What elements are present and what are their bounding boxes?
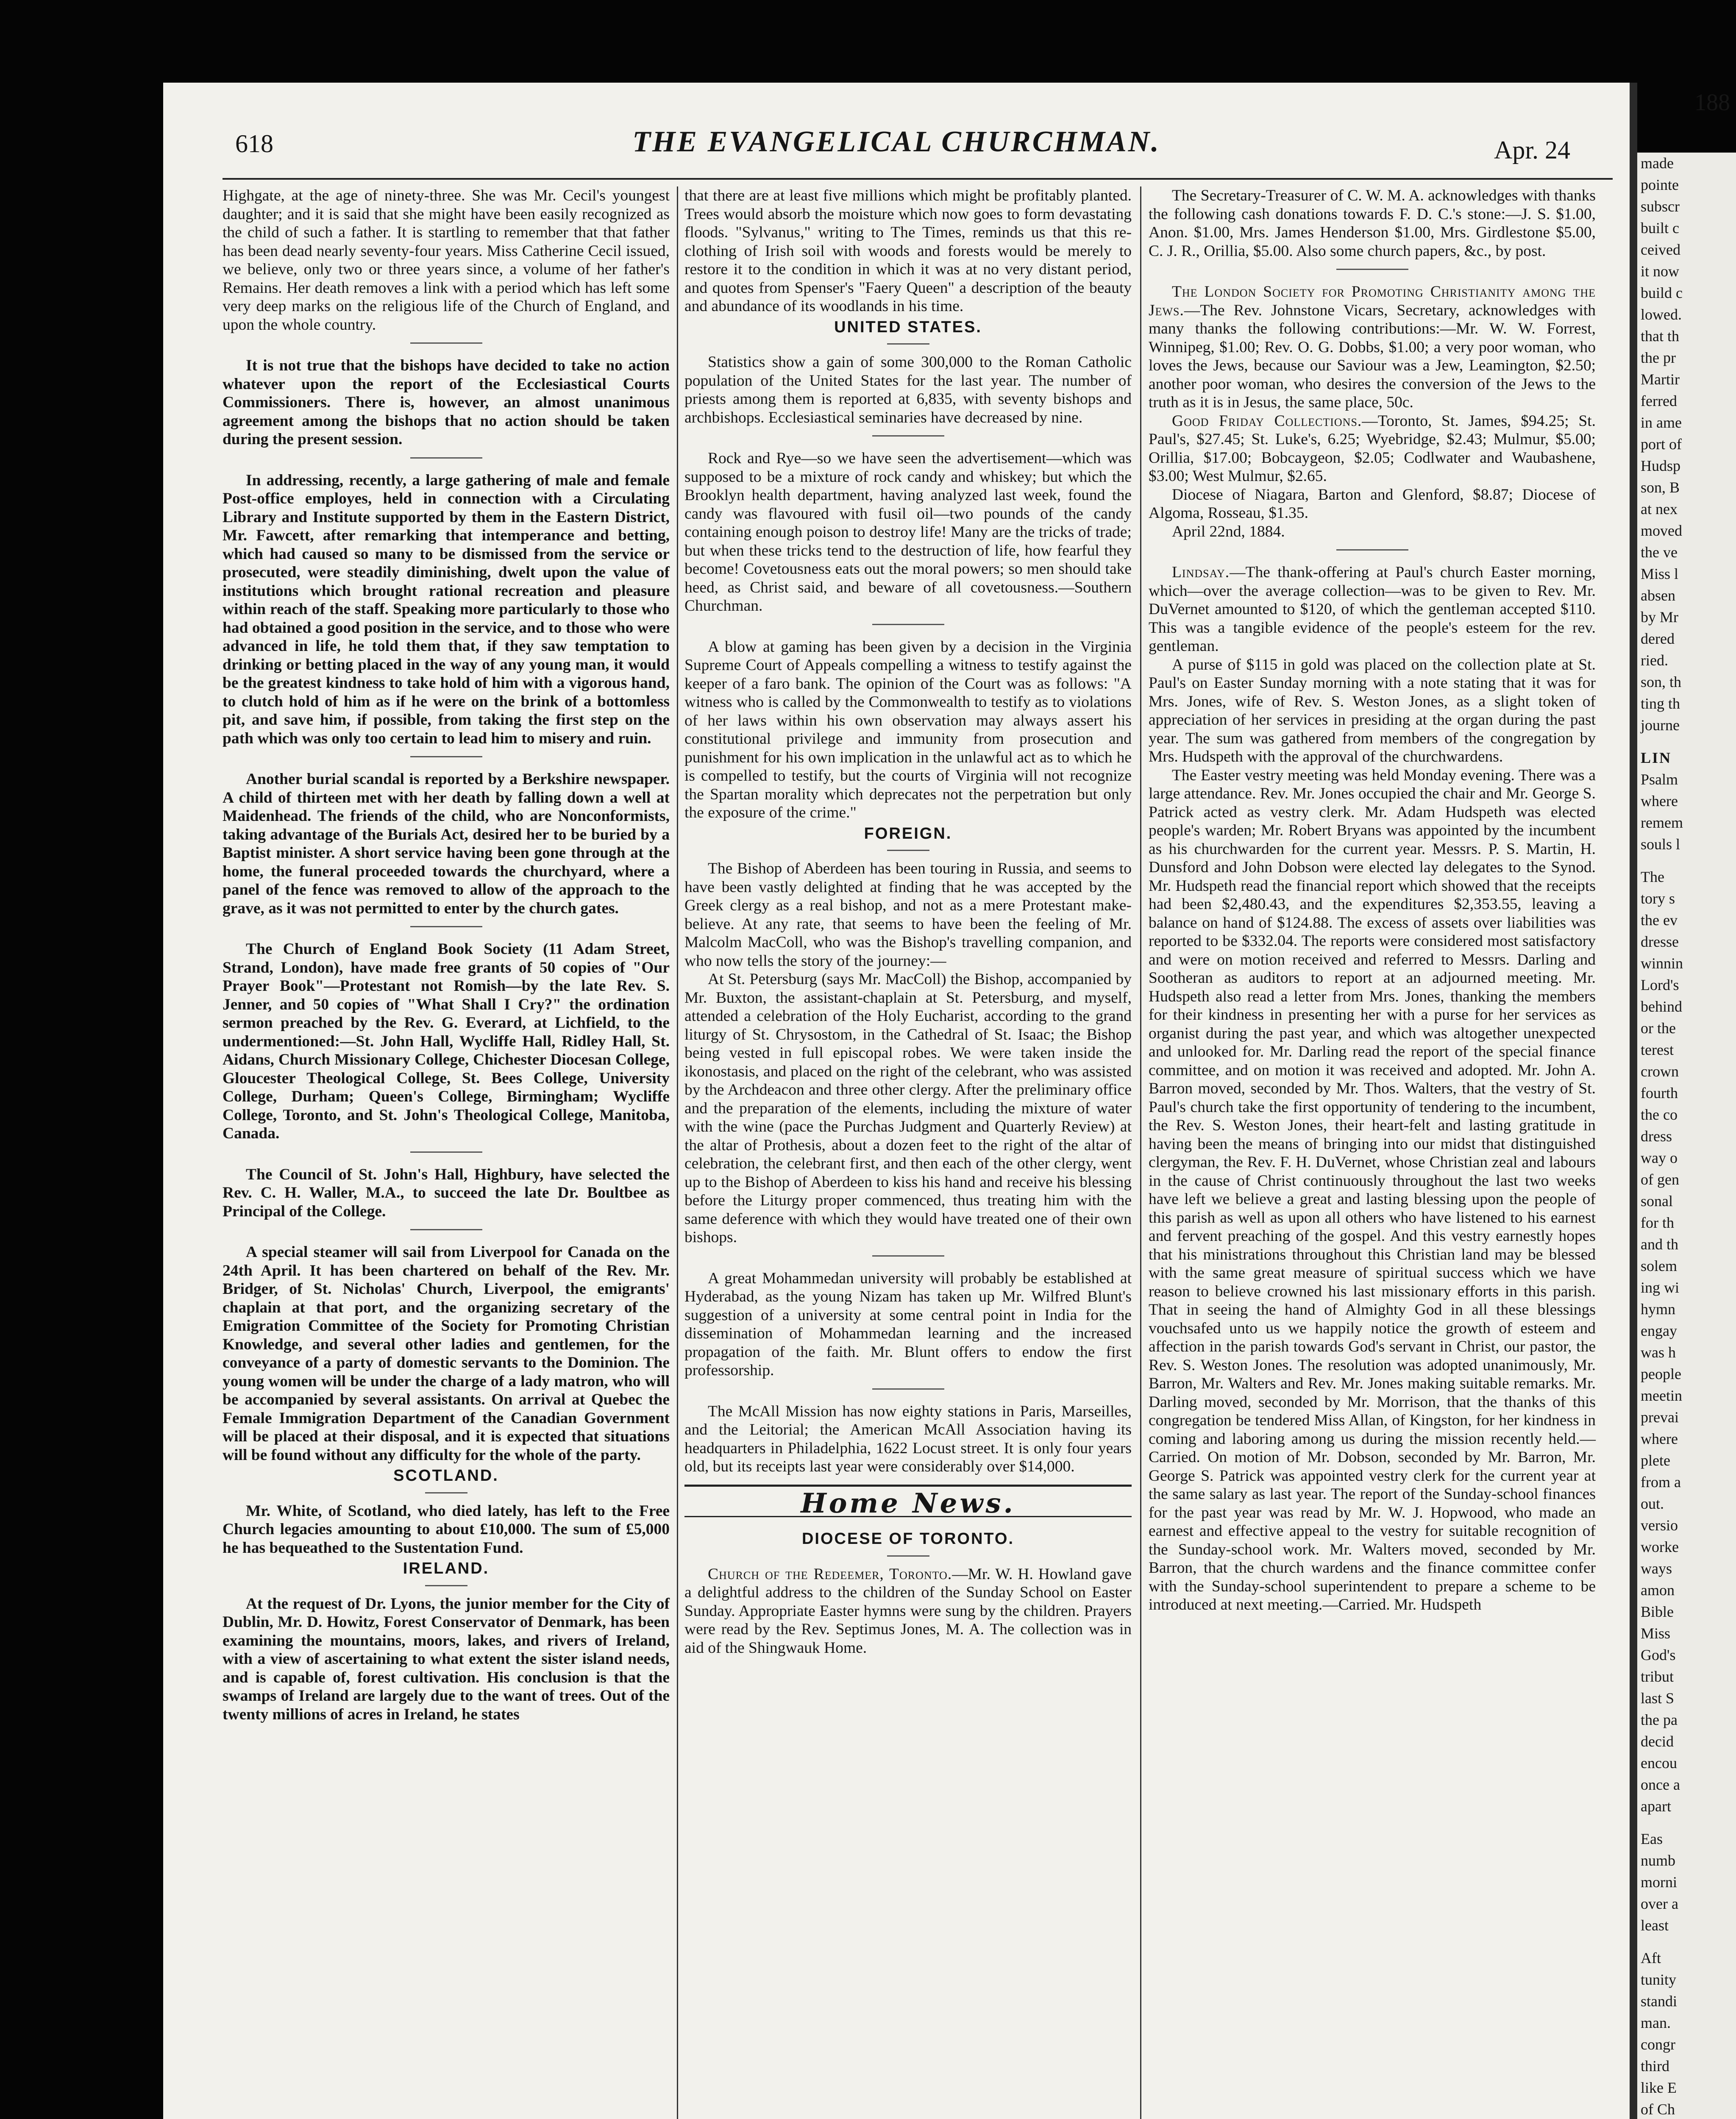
facing-text-line: dered <box>1641 630 1675 647</box>
facing-text-line: The <box>1641 868 1664 885</box>
article-paragraph <box>1149 412 1596 486</box>
facing-text-line: build c <box>1641 284 1683 301</box>
article-paragraph: Mr. White, of Scotland, who died lately, has left to the Free Church legacies amounting to about £10,000. The sum of £5,000 he has bequeathed to the Sustentation Fund. <box>223 1502 670 1557</box>
facing-text-line: Aft <box>1641 1949 1661 1966</box>
column-rule <box>677 186 678 2119</box>
facing-text-line: winnin <box>1641 955 1683 972</box>
column-middle <box>684 186 1132 2119</box>
facing-text-line: for th <box>1641 1214 1674 1231</box>
paragraph-body: —Toronto, St. James, $94.25; St. Paul's, $27.45; St. Luke's, 6.25; Wyebridge, $2.43; Mulmur, $5.00; Orillia, $17.00; Bobcaygeon, $2.05; Codlwater and Waubashene, $3.00; West Mulmur, $2.65. <box>1149 412 1596 485</box>
separator-rule <box>887 1555 929 1557</box>
separator-rule <box>872 435 944 437</box>
facing-text-line: subscr <box>1641 198 1680 215</box>
section-rule <box>684 1485 1132 1487</box>
article-paragraph: It is not true that the bishops have decided to take no action whatever upon the report of the Ecclesiastical Courts Commissioners. There is, however, an almost unanimous agreement among the bishops that no action should be taken during the present session. <box>223 357 670 448</box>
separator-rule <box>872 624 944 625</box>
article-paragraph: The Easter vestry meeting was held Monday evening. There was a large attendance. Rev. Mr. Jones occupied the chair and Mr. George S. Patrick acted as vestry clerk. Mr. Adam Hudspeth was elected people's warden; Mr. Robert Bryans was appointed by the incumbent as his churchwarden for the current year. Messrs. P. S. Martin, H. Dunsford and John Dobson were elected lay delegates to the Synod. Mr. Hudspeth read the financial report which showed that the receipts had been $2,480.43, and the expenditures $2,353.55, leaving a balance on hand of $124.88. The excess of assets over liabilities was reported to be $332.04. The reports were considered most satisfactory and were on motion received and referred to Messrs. Darling and Sootheran as auditors to report at an adjourned meeting. Mr. Hudspeth also read a letter from Mrs. Jones, thanking the members for their kindness in presenting her with a purse for her services as organist during the past year, and which was altogether unexpected and unlooked for. Mr. Darling read the report of the special finance committee, and on motion it was received and adopted. Mr. John A. Barron moved, seconded by Mr. Thos. Walters, that the vestry of St. Paul's church take the first opportunity of tendering to the incumbent, the Rev. S. Weston Jones, their heart-felt and lasting gratitude in having been the means of bringing into our midst that distinguished clergyman, the Rev. F. H. DuVernet, whose Christian zeal and labours in the cause of Christ continuously throughout the last two weeks have left we believe a great and lasting blessing upon the people of this parish as well as upon all others who have listened to his earnest and fervent preaching of the gospel. And this vestry earnestly hopes that his ministrations throughout this Christian land may be blessed with the same great measure of spiritual success which we have reason to believe crowned his last missionary efforts in this parish. That in seeing the hand of Almighty God in all these blessings vouchsafed unto us we happily notice the growth of esteem and affection in the parish towards God's servant in Christ, our pastor, the Rev. S. Weston Jones. The resolution was adopted unanimously, Mr. Barron, Mr. Walters and Rev. Mr. Jones making suitable remarks. Mr. Darling moved, seconded by Mr. Morrison, that the thanks of this congregation be tendered Miss Allan, of Kingston, for her kindness in coming and laboring among us during the mission recently held.—Carried. On motion of Mr. Dobson, seconded by Mr. Barron, Mr. George S. Patrick was appointed vestry clerk for the current year at the same salary as last year. The report of the Sunday-school finances for the past year was read by Mr. W. J. Hopwood, who made an earnest and effective appeal to the vestry for suitable recognition of the Sunday-school work. Mr. Walters moved, seconded by Mr. Barron, that the church wardens and the finance committee confer with the Sunday-school superintendent to prepare a scheme to be introduced at next meeting.—Carried. Mr. Hudspeth <box>1149 766 1596 1613</box>
facing-text-line: amon <box>1641 1582 1675 1599</box>
facing-text-line: God's <box>1641 1646 1676 1663</box>
facing-text-line: like E <box>1641 2079 1677 2096</box>
facing-text-line: tunity <box>1641 1971 1677 1988</box>
separator-rule <box>872 1388 944 1390</box>
facing-text-line: absen <box>1641 587 1675 604</box>
facing-text-line: souls l <box>1641 836 1680 853</box>
facing-text-line: over a <box>1641 1895 1678 1912</box>
facing-text-line: encou <box>1641 1755 1677 1771</box>
article-paragraph: The Bishop of Aberdeen has been touring in Russia, and seems to have been vastly delighted at finding that he was accepted by the Greek clergy as a real bishop, and not as a mere Protestant make-believe. At any rate, that seems to have been the feeling of Mr. Malcolm MacColl, who was the Bishop's travelling companion, and who now tells the story of the journey:— <box>684 860 1132 970</box>
article-paragraph: Highgate, at the age of ninety-three. She was Mr. Cecil's youngest daughter; and it is said that she might have been easily recognized as the child of such a father. It is startling to remember that that father has been dead nearly seventy-four years. Miss Catherine Cecil issued, we believe, only two or three years since, a volume of her father's Remains. Her death removes a link with a period which has left some very deep marks on the religious life of the Church of England, and upon the whole country. <box>223 187 670 334</box>
facing-text-line: dresse <box>1641 933 1679 950</box>
article-paragraph: A special steamer will sail from Liverpool for Canada on the 24th April. It has been chartered on behalf of the Rev. Mr. Bridger, of St. Nicholas' Church, Liverpool, the emigrants' chaplain at that port, and the organizing secretary of the Emigration Committee of the Society for Promoting Christian Knowledge, and several other ladies and gentlemen, for the conveyance of a party of domestic servants to the Dominion. The young women will be under the charge of a lady matron, who will be accompanied by several assistants. On arrival at Quebec the Female Immigration Department of the Canadian Government will be placed at their disposal, and it is expected that situations will be found without any difficulty for the whole of the party. <box>223 1243 670 1464</box>
facing-text-line: Psalm <box>1641 771 1678 788</box>
facing-text-line: the pa <box>1641 1711 1678 1728</box>
facing-text-line: Lord's <box>1641 976 1679 993</box>
facing-text-line: ing wi <box>1641 1279 1680 1296</box>
facing-text-line: once a <box>1641 1776 1680 1793</box>
article-paragraph: Statistics show a gain of some 300,000 to the Roman Catholic population of the United States for the last year. The number of priests among them is reported at 6,835, with seventy bishops and archbishops. Ecclesiastical seminaries have decreased by nine. <box>684 353 1132 426</box>
facing-text-line: it now <box>1641 263 1680 280</box>
facing-text-line: port of <box>1641 436 1682 453</box>
article-paragraph: Another burial scandal is reported by a Berkshire newspaper. A child of thirteen met with her death by falling down a well at Maidenhead. The friends of the child, who are Nonconformists, taking advantage of the Burials Act, desired her to be buried by a Baptist minister. A short service having been gone through at the home, the funeral proceeded towards the churchyard, where a panel of the fence was removed to allow of the approach to the grave, as it was not permitted to enter by the church gates. <box>223 770 670 917</box>
article-paragraph: Diocese of Niagara, Barton and Glenford, $8.87; Diocese of Algoma, Rosseau, $1.35. <box>1149 486 1596 522</box>
article-paragraph: April 22nd, 1884. <box>1172 523 1285 540</box>
facing-text-line: morni <box>1641 1874 1677 1891</box>
facing-text-line: at nex <box>1641 501 1678 517</box>
article-paragraph: The Council of St. John's Hall, Highbury, have selected the Rev. C. H. Waller, M.A., to succeed the late Dr. Boultbee as Principal of the College. <box>223 1165 670 1220</box>
facing-text-line: from a <box>1641 1474 1681 1491</box>
article-paragraph: At the request of Dr. Lyons, the junior member for the City of Dublin, Mr. D. Howitz, Forest Conservator of Denmark, has been examining the mountains, moors, lakes, and rivers of Ireland, with a view of ascertaining to what extent the sister island needs, and is capable of, forest cultivation. His conclusion is that the swamps of Ireland are largely due to the want of trees. Out of the twenty millions of acres in Ireland, he states <box>223 1595 670 1723</box>
header-rule <box>223 178 1613 180</box>
article-paragraph: A blow at gaming has been given by a decision in the Virginia Supreme Court of Appeals compelling a witness to testify against the keeper of a faro bank. The opinion of the Court was as follows: "A witness who is called by the Commonwealth to testify as to violations of her laws within his own observation may always assert his constitutional privilege and immunity from prosecution and punishment for his own implication in the unlawful act as to which he is compelled to testify, but the courts of Virginia will not recognize the Spartan morality which deprecates not the perpetration but only the exposure of the crime." <box>684 638 1132 821</box>
facing-page-number: 188 <box>1694 89 1730 116</box>
facing-text-line: of Ch <box>1641 2101 1675 2118</box>
facing-text-line: the ve <box>1641 544 1678 561</box>
facing-text-line: apart <box>1641 1798 1671 1815</box>
separator-rule <box>410 342 482 344</box>
separator-rule <box>425 1492 467 1493</box>
facing-text-line: by Mr <box>1641 609 1678 626</box>
article-paragraph: A great Mohammedan university will probably be established at Hyderabad, as the young Nizam has taken up Mr. Wilfred Blunt's suggestion of a university at some central point in India for the dissemination of Mohammedan learning and the increased propagation of the faith. Mr. Blunt offers to endow the first professorship. <box>684 1269 1132 1379</box>
newspaper-page <box>163 83 1630 2119</box>
section-heading: FOREIGN. <box>864 824 952 843</box>
facing-text-line: Martir <box>1641 371 1680 388</box>
paragraph-lead: Church of the Redeemer, Toronto. <box>708 1565 952 1583</box>
paragraph-body: —Mr. W. H. Howland gave a delightful address to the children of the Sunday School on Easter Sunday. Appropriate Easter hymns were sung by the children. Prayers were read by the Rev. Septimus Jones, M. A. The collection was in aid of the Shingwauk Home. <box>684 1565 1132 1657</box>
paragraph-lead: The London Society for Promoting Christianity among the Jews. <box>1149 283 1596 319</box>
separator-rule <box>410 756 482 757</box>
facing-text-line: versio <box>1641 1517 1678 1534</box>
separator-rule <box>1336 549 1408 551</box>
home-news-banner: Home News. <box>801 1487 1015 1519</box>
facing-text-line: worke <box>1641 1538 1679 1555</box>
facing-text-line: standi <box>1641 1993 1677 2010</box>
facing-text-line: sonal <box>1641 1193 1673 1210</box>
facing-text-line: pointe <box>1641 176 1679 193</box>
facing-text-line: where <box>1641 793 1678 809</box>
facing-text-line: people <box>1641 1365 1681 1382</box>
article-paragraph <box>684 1565 1132 1657</box>
facing-text-line: moved <box>1641 522 1682 539</box>
article-paragraph: In addressing, recently, a large gathering of male and female Post-office employes, held in connection with a Circulating Library and Institute supported by them in the Eastern District, Mr. Fawcett, after remarking that intemperance and betting, which had caused so many to be dismissed from the service or prosecuted, were steadily diminishing, dwelt upon the value of institutions which brought rational recreation and pleasure within reach of the staff. Speaking more particularly to those who had obtained a good position in the service, and to those who were advanced in life, he told them that, if they saw temptation to drinking or betting placed in the way of any young man, it would be the greatest kindness to take hold of him with a vigorous hand, to clutch hold of him as if he were on the brink of a bottomless pit, and save him, if possible, from taking the first step on the path which was only too certain to lead him to misery and ruin. <box>223 471 670 747</box>
paragraph-lead: Good Friday Collections. <box>1172 412 1362 430</box>
facing-text-line: dress <box>1641 1128 1672 1145</box>
facing-text-line: tribut <box>1641 1668 1674 1685</box>
facing-text-line: ferred <box>1641 392 1677 409</box>
facing-text-line: decid <box>1641 1733 1674 1750</box>
facing-page <box>1637 89 1736 2119</box>
running-title: THE EVANGELICAL CHURCHMAN. <box>632 125 1160 158</box>
column-left <box>223 186 670 2119</box>
paragraph-body: —The Rev. Johnstone Vicars, Secretary, acknowledges with many thanks the following contributions:—Mr. W. W. Forrest, Winnipeg, $1.00; Rev. O. G. Dobbs, $1.00; a very poor woman, who loves the Jews, because our Saviour was a Jew, Leamington, $2.50; another poor woman, who desires the conversion of the Jews to the truth as it is in Jesus, the same place, 50c. <box>1149 301 1596 411</box>
facing-text-line: of gen <box>1641 1171 1679 1188</box>
facing-text-line: Miss l <box>1641 565 1679 582</box>
article-paragraph: A purse of $115 in gold was placed on the collection plate at St. Paul's on Easter Sunday morning with a note stating that it was for Mrs. Jones, wife of Rev. S. Weston Jones, as a slight token of appreciation of her services in presiding at the organ during the past year. The sum was gathered from members of the congregation by Mrs. Hudspeth with the approval of the churchwardens. <box>1149 656 1596 765</box>
facing-text-line: the pr <box>1641 349 1676 366</box>
facing-text-line: Hudsp <box>1641 457 1681 474</box>
column-rule <box>1140 186 1141 2119</box>
facing-text-line: the ev <box>1641 912 1678 929</box>
facing-text-line: that th <box>1641 328 1679 345</box>
facing-text-line: hymn <box>1641 1301 1676 1318</box>
column-right <box>1149 186 1596 2119</box>
article-paragraph <box>1149 283 1596 412</box>
page-number: 618 <box>235 130 273 158</box>
separator-rule <box>1336 269 1408 270</box>
section-heading: IRELAND. <box>403 1560 490 1577</box>
facing-text-line: engay <box>1641 1322 1677 1339</box>
article-paragraph: The Church of England Book Society (11 Adam Street, Strand, London), have made free grants of 50 copies of "Our Prayer Book"—Protestant not Romish—by the late Rev. S. Jenner, and 50 copies of "What Shall I Cry?" the ordination sermon preached by the Rev. G. Everard, at Lichfield, to the undermentioned:—St. John Hall, Wycliffe Hall, Ridley Hall, St. Aidans, Church Missionary College, Chichester Diocesan College, Gloucester Theological College, St. Bees College, University College, Durham; Queen's College, Birmingham; Wycliffe College, Toronto, and St. John's Theological College, Manitoba, Canada. <box>223 940 670 1142</box>
facing-text-line: ting th <box>1641 695 1680 712</box>
facing-text-line: solem <box>1641 1257 1677 1274</box>
facing-text-line: fourth <box>1641 1085 1678 1101</box>
facing-page-text <box>1637 153 1736 2119</box>
facing-text-line: or the <box>1641 1020 1676 1037</box>
separator-rule <box>410 457 482 459</box>
facing-text-line: where <box>1641 1430 1678 1447</box>
facing-text-line: ceived <box>1641 241 1680 258</box>
facing-text-line: Miss <box>1641 1625 1671 1642</box>
facing-text-line: son, B <box>1641 479 1680 496</box>
article-paragraph: The McAll Mission has now eighty stations in Paris, Marseilles, and the Leitorial; the American McAll Association having its headquarters in Philadelphia, 1622 Locust street. It is only four years old, but its receipts last year were considerably over $14,000. <box>684 1402 1132 1475</box>
facing-text-line: third <box>1641 2058 1669 2075</box>
separator-rule <box>887 850 929 851</box>
section-heading: DIOCESE OF TORONTO. <box>801 1530 1015 1548</box>
facing-text-line: last S <box>1641 1690 1675 1707</box>
separator-rule <box>410 1229 482 1230</box>
facing-text-line: tory s <box>1641 890 1675 907</box>
facing-text-line: LIN <box>1641 749 1672 766</box>
article-paragraph: that there are at least five millions which might be profitably planted. Trees would absorb the moisture which now goes to form devastating floods. "Sylvanus," writing to The Times, reminds us that this re-clothing of Irish soil with woods and forests would be merely to restore it to the condition in which it was at no very distant period, and quotes from Spenser's "Faery Queen" a description of the beauty and abundance of its woodlands in his time. <box>684 187 1132 315</box>
separator-rule <box>410 926 482 927</box>
facing-text-line: congr <box>1641 2036 1675 2053</box>
facing-text-line: built c <box>1641 220 1679 236</box>
facing-text-line: made <box>1641 155 1674 172</box>
facing-text-line: Bible <box>1641 1603 1674 1620</box>
paragraph-body: —The thank-offering at Paul's church Easter morning, which—over the average collection—was to be given to Rev. Mr. DuVernet amounted to $120, of which the gentleman accepted $110. This was a tangible evidence of the people's esteem for the rev. gentleman. <box>1149 564 1596 655</box>
facing-text-line: prevai <box>1641 1409 1679 1426</box>
facing-text-line: numb <box>1641 1852 1676 1869</box>
section-heading: SCOTLAND. <box>393 1467 499 1485</box>
facing-text-line: journe <box>1641 717 1680 734</box>
separator-rule <box>872 1255 944 1257</box>
facing-text-line: meetin <box>1641 1387 1682 1404</box>
facing-text-line: out. <box>1641 1495 1664 1512</box>
section-heading: UNITED STATES. <box>834 318 982 336</box>
facing-text-line: man. <box>1641 2014 1671 2031</box>
paragraph-lead: Lindsay. <box>1172 564 1230 581</box>
facing-text-line: ways <box>1641 1560 1672 1577</box>
facing-text-line: in ame <box>1641 414 1682 431</box>
article-paragraph: The Secretary-Treasurer of C. W. M. A. acknowledges with thanks the following cash donations towards F. D. C.'s stone:—J. S. $1.00, Anon. $1.00, Mrs. James Henderson $1.00, Mrs. Girdlestone $5.00, C. J. R., Orillia, $5.00. Also some church papers, &c., by post. <box>1149 187 1596 260</box>
separator-rule <box>425 1585 467 1586</box>
issue-date: Apr. 24 <box>1494 136 1570 164</box>
page-header <box>163 83 1630 172</box>
facing-text-line: behind <box>1641 998 1682 1015</box>
facing-text-line: way o <box>1641 1149 1678 1166</box>
facing-text-line: terest <box>1641 1041 1674 1058</box>
facing-text-line: ried. <box>1641 652 1668 669</box>
page-gutter <box>1630 83 1637 2119</box>
facing-text-line: was h <box>1641 1344 1676 1361</box>
facing-text-line: plete <box>1641 1452 1670 1469</box>
article-paragraph <box>1149 563 1596 656</box>
facing-text-line: son, th <box>1641 673 1682 690</box>
facing-text-line: Eas <box>1641 1830 1663 1847</box>
article-paragraph: Rock and Rye—so we have seen the advertisement—which was supposed to be a mixture of rock candy and whiskey; but which the Brooklyn health department, having analyzed last week, found the candy was flavoured with fusil oil—two pounds of the candy containing enough poison to destroy life! Many are the tricks of trade; but when these tricks tend to the destruction of life, how fearful they become! Covetousness eats out the moral powers; so men should take heed, as Christ said, and beware of all covetousness.—Southern Churchman. <box>684 450 1132 615</box>
facing-text-line: crown <box>1641 1063 1679 1080</box>
facing-text-line: and th <box>1641 1236 1678 1253</box>
separator-rule <box>887 343 929 345</box>
article-paragraph: At St. Petersburg (says Mr. MacColl) the Bishop, accompanied by Mr. Buxton, the assistant-chaplain at St. Petersburg, and myself, attended a celebration of the Holy Eucharist, according to the grand liturgy of St. Chrysostom, in the Cathedral of St. Isaac; the Bishop being vested in full episcopal robes. We were taken inside the ikonostasis, and placed on the right of the celebrant, who was assisted by the Archdeacon and three other clergy. After the preliminary office and the preparation of the elements, including the mixture of water with the wine (pace the Purchas Judgment and Quarterly Review) at the altar of Prothesis, about a dozen feet to the right of the altar of celebration, the celebrant first, and then each of the other clergy, went up to the Bishop of Aberdeen to kiss his hand and receive his blessing before the Liturgy proper commenced, thus treating him with the same deference with which they would have treated one of their own bishops. <box>684 971 1132 1246</box>
facing-text-line: the co <box>1641 1106 1678 1123</box>
facing-text-line: lowed. <box>1641 306 1682 323</box>
facing-text-line: least <box>1641 1917 1669 1934</box>
separator-rule <box>410 1151 482 1153</box>
facing-text-line: remem <box>1641 814 1683 831</box>
